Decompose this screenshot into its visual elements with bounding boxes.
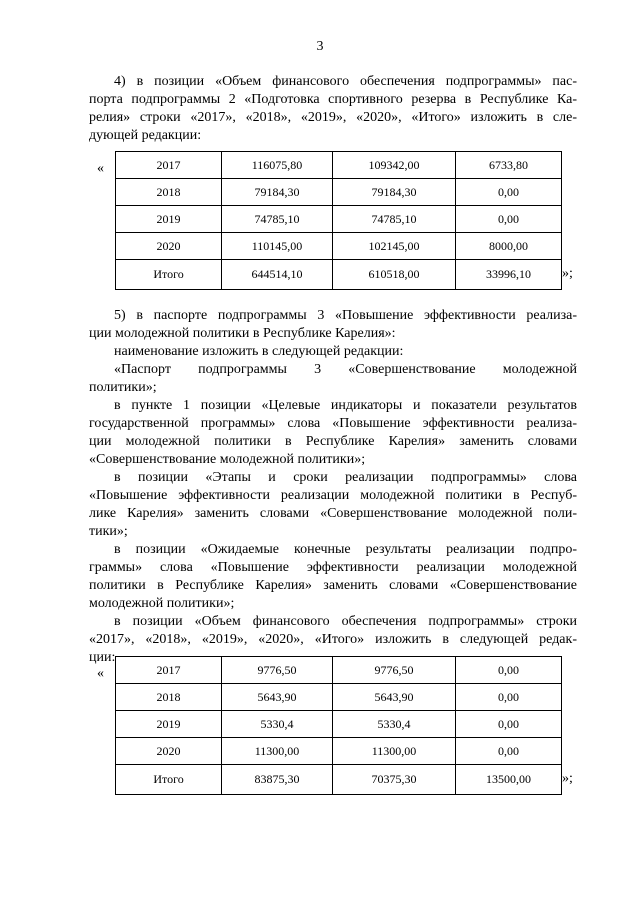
table-cell: 9776,50 — [333, 657, 456, 684]
table-cell: 5330,4 — [333, 711, 456, 738]
text-line: в позиции «Ожидаемые конечные результаты реализации подпро- — [114, 542, 577, 557]
text-line: граммы» слова «Повышение эффективности реализации молодежной — [89, 560, 577, 575]
table-cell: 0,00 — [456, 179, 562, 206]
page-number: 3 — [316, 39, 324, 54]
section-5-paragraph-3 — [89, 361, 577, 397]
text-line: порта подпрограммы 2 «Подготовка спортивного резерва в Республике Ка- — [89, 92, 577, 107]
text-line: «2017», «2018», «2019», «2020», «Итого» изложить в следующей редак- — [89, 632, 577, 647]
table-row — [116, 657, 562, 684]
table-cell: 13500,00 — [456, 765, 562, 795]
text-line: ции молодежной политики в Республике Карелия» заменить словами — [89, 434, 577, 449]
table-1-close-quote: »; — [562, 266, 573, 281]
table-cell: 644514,10 — [222, 260, 333, 290]
section-5-paragraph-5 — [89, 469, 577, 541]
table-cell: 6733,80 — [456, 152, 562, 179]
table-cell: 70375,30 — [333, 765, 456, 795]
table-cell: 11300,00 — [333, 738, 456, 765]
text-line: «Повышение эффективности реализации молодежной политики в Респуб- — [89, 488, 577, 503]
table-cell: 110145,00 — [222, 233, 333, 260]
text-line: ции: — [89, 650, 116, 665]
table-cell: 610518,00 — [333, 260, 456, 290]
table-cell: 109342,00 — [333, 152, 456, 179]
text-line: политики в Республике Карелия» заменить словами «Совершенствование — [89, 578, 577, 593]
table-cell: 5330,4 — [222, 711, 333, 738]
text-line: в позиции «Объем финансового обеспечения подпрограммы» строки — [114, 614, 577, 629]
table-cell: 2017 — [116, 152, 222, 179]
section-5-paragraph-6 — [89, 541, 577, 613]
table-cell: 2018 — [116, 684, 222, 711]
text-line: политики»; — [89, 380, 157, 395]
table-cell: 74785,10 — [222, 206, 333, 233]
table-row — [116, 711, 562, 738]
text-line: 4) в позиции «Объем финансового обеспечения подпрограммы» пас- — [114, 74, 577, 89]
table-cell: 9776,50 — [222, 657, 333, 684]
table-cell: 0,00 — [456, 711, 562, 738]
section-5-paragraph-4 — [89, 397, 577, 469]
table-cell: 102145,00 — [333, 233, 456, 260]
section-5-paragraph-2: наименование изложить в следующей редакции: — [114, 344, 404, 359]
table-cell: 5643,90 — [222, 684, 333, 711]
table-cell: 0,00 — [456, 206, 562, 233]
table-cell: 0,00 — [456, 738, 562, 765]
section-5-paragraph-1 — [89, 307, 577, 343]
table-cell: 2019 — [116, 711, 222, 738]
text-line: ции молодежной политики в Республике Карелия»: — [89, 326, 396, 341]
table-2-open-quote: « — [97, 666, 104, 681]
table-row — [116, 233, 562, 260]
table-row — [116, 206, 562, 233]
text-line: в пункте 1 позиции «Целевые индикаторы и показатели результатов — [114, 398, 577, 413]
text-line: дующей редакции: — [89, 128, 202, 143]
table-row-total — [116, 260, 562, 290]
table-cell: 33996,10 — [456, 260, 562, 290]
text-line: тики»; — [89, 524, 128, 539]
table-cell: Итого — [116, 765, 222, 795]
table-row — [116, 152, 562, 179]
table-cell: 83875,30 — [222, 765, 333, 795]
table-cell: 5643,90 — [333, 684, 456, 711]
table-row — [116, 738, 562, 765]
table-cell: 2020 — [116, 233, 222, 260]
table-row-total — [116, 765, 562, 795]
text-line: релия» строки «2017», «2018», «2019», «2020», «Итого» изложить в сле- — [89, 110, 577, 125]
table-cell: Итого — [116, 260, 222, 290]
table-cell: 11300,00 — [222, 738, 333, 765]
financing-table-1 — [115, 151, 562, 290]
financing-table-2 — [115, 656, 562, 795]
table-1-open-quote: « — [97, 161, 104, 176]
text-line: «Совершенствование молодежной политики»; — [89, 452, 366, 467]
table-2-close-quote: »; — [562, 771, 573, 786]
table-cell: 2019 — [116, 206, 222, 233]
table-cell: 74785,10 — [333, 206, 456, 233]
table-cell: 2018 — [116, 179, 222, 206]
table-cell: 79184,30 — [222, 179, 333, 206]
text-line: в позиции «Этапы и сроки реализации подпрограммы» слова — [114, 470, 577, 485]
section-4-paragraph — [89, 73, 577, 145]
table-row — [116, 684, 562, 711]
text-line: «Паспорт подпрограммы 3 «Совершенствование молодежной — [114, 362, 577, 377]
text-line: лике Карелия» заменить словами «Совершенствование молодежной поли- — [89, 506, 577, 521]
table-cell: 2020 — [116, 738, 222, 765]
table-cell: 79184,30 — [333, 179, 456, 206]
table-cell: 0,00 — [456, 684, 562, 711]
table-cell: 0,00 — [456, 657, 562, 684]
table-cell: 8000,00 — [456, 233, 562, 260]
text-line: государственной программы» слова «Повышение эффективности реализа- — [89, 416, 577, 431]
text-line: 5) в паспорте подпрограммы 3 «Повышение эффективности реализа- — [114, 308, 577, 323]
table-row — [116, 179, 562, 206]
table-cell: 2017 — [116, 657, 222, 684]
text-line: молодежной политики»; — [89, 596, 235, 611]
table-cell: 116075,80 — [222, 152, 333, 179]
